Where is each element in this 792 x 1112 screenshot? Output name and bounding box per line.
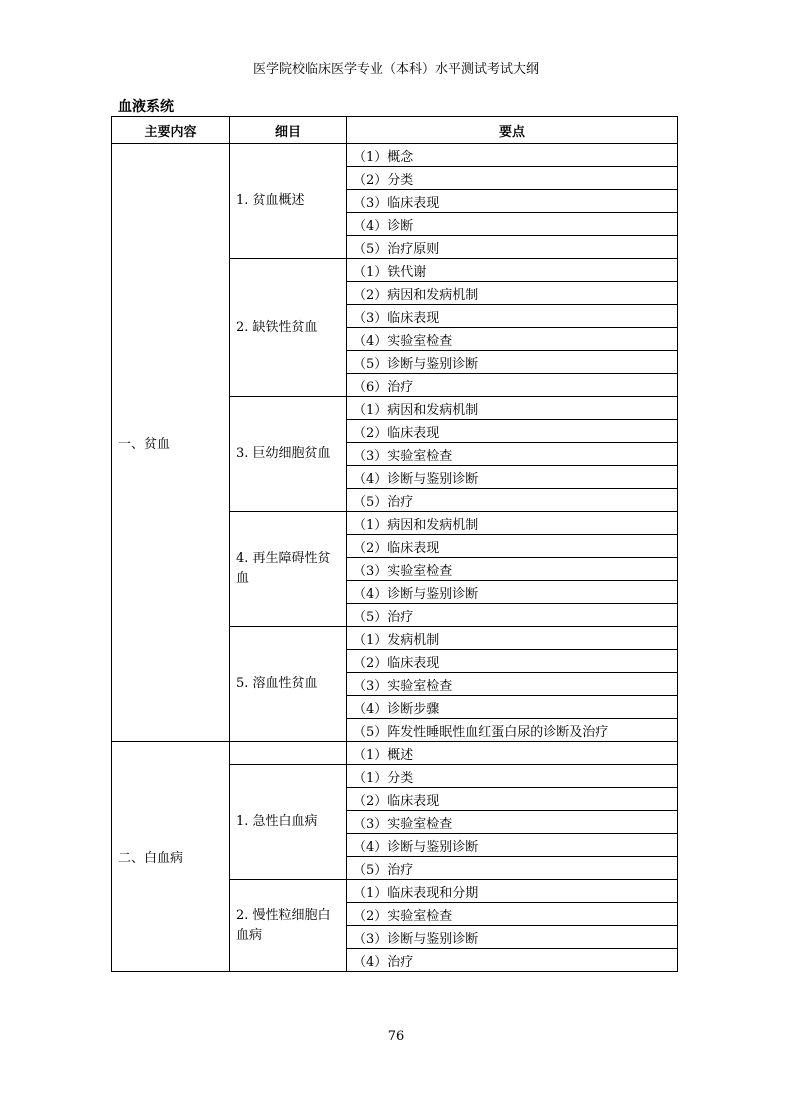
key-point-cell: （3）临床表现 — [347, 305, 678, 328]
key-point-cell: （4）实验室检查 — [347, 328, 678, 351]
key-point-cell: （3）实验室检查 — [347, 811, 678, 834]
key-point-cell: （1）临床表现和分期 — [347, 880, 678, 903]
key-point-cell: （1）病因和发病机制 — [347, 397, 678, 420]
header-sub-items: 细目 — [230, 117, 347, 144]
key-point-cell: （5）治疗 — [347, 604, 678, 627]
key-point-cell: （2）临床表现 — [347, 420, 678, 443]
key-point-cell: （3）临床表现 — [347, 190, 678, 213]
key-point-cell: （2）病因和发病机制 — [347, 282, 678, 305]
key-point-cell: （1）概念 — [347, 144, 678, 167]
sub-item-cell: 4. 再生障碍性贫血 — [230, 512, 347, 627]
key-point-cell: （1）发病机制 — [347, 627, 678, 650]
key-point-cell: （2）分类 — [347, 167, 678, 190]
key-point-cell: （5）治疗 — [347, 489, 678, 512]
section-title: 血液系统 — [118, 99, 174, 115]
page-number: 76 — [387, 1029, 405, 1044]
key-point-cell: （5）治疗 — [347, 857, 678, 880]
key-point-cell: （5）诊断与鉴别诊断 — [347, 351, 678, 374]
sub-item-cell: 1. 急性白血病 — [230, 765, 347, 880]
key-point-cell: （5）阵发性睡眠性血红蛋白尿的诊断及治疗 — [347, 719, 678, 742]
key-point-cell: （6）治疗 — [347, 374, 678, 397]
key-point-cell: （5）治疗原则 — [347, 236, 678, 259]
table-body — [112, 144, 678, 972]
key-point-cell: （4）诊断与鉴别诊断 — [347, 466, 678, 489]
key-point-cell: （4）诊断步骤 — [347, 696, 678, 719]
sub-item-cell: 3. 巨幼细胞贫血 — [230, 397, 347, 512]
header-key-points: 要点 — [347, 117, 678, 144]
main-content-cell: 一、贫血 — [112, 144, 230, 742]
header-main-content: 主要内容 — [112, 117, 230, 144]
key-point-cell: （3）实验室检查 — [347, 558, 678, 581]
key-point-cell: （2）临床表现 — [347, 788, 678, 811]
key-point-cell: （4）诊断与鉴别诊断 — [347, 834, 678, 857]
sub-item-cell: 2. 慢性粒细胞白血病 — [230, 880, 347, 972]
document-header: 医学院校临床医学专业（本科）水平测试考试大纲 — [252, 62, 539, 77]
key-point-cell: （4）治疗 — [347, 949, 678, 972]
syllabus-table — [111, 116, 678, 972]
table-row — [112, 742, 678, 765]
sub-item-cell: 1. 贫血概述 — [230, 144, 347, 259]
key-point-cell: （2）临床表现 — [347, 650, 678, 673]
key-point-cell: （1）概述 — [347, 742, 678, 765]
key-point-cell: （4）诊断 — [347, 213, 678, 236]
sub-item-cell: 2. 缺铁性贫血 — [230, 259, 347, 397]
key-point-cell: （2）实验室检查 — [347, 903, 678, 926]
key-point-cell: （2）临床表现 — [347, 535, 678, 558]
table-header-row — [112, 117, 678, 144]
key-point-cell: （4）诊断与鉴别诊断 — [347, 581, 678, 604]
key-point-cell: （3）实验室检查 — [347, 673, 678, 696]
sub-item-cell: 5. 溶血性贫血 — [230, 627, 347, 742]
key-point-cell: （3）实验室检查 — [347, 443, 678, 466]
key-point-cell: （3）诊断与鉴别诊断 — [347, 926, 678, 949]
sub-item-cell — [230, 742, 347, 765]
main-content-cell: 二、白血病 — [112, 742, 230, 972]
key-point-cell: （1）分类 — [347, 765, 678, 788]
key-point-cell: （1）病因和发病机制 — [347, 512, 678, 535]
key-point-cell: （1）铁代谢 — [347, 259, 678, 282]
table-row — [112, 144, 678, 167]
